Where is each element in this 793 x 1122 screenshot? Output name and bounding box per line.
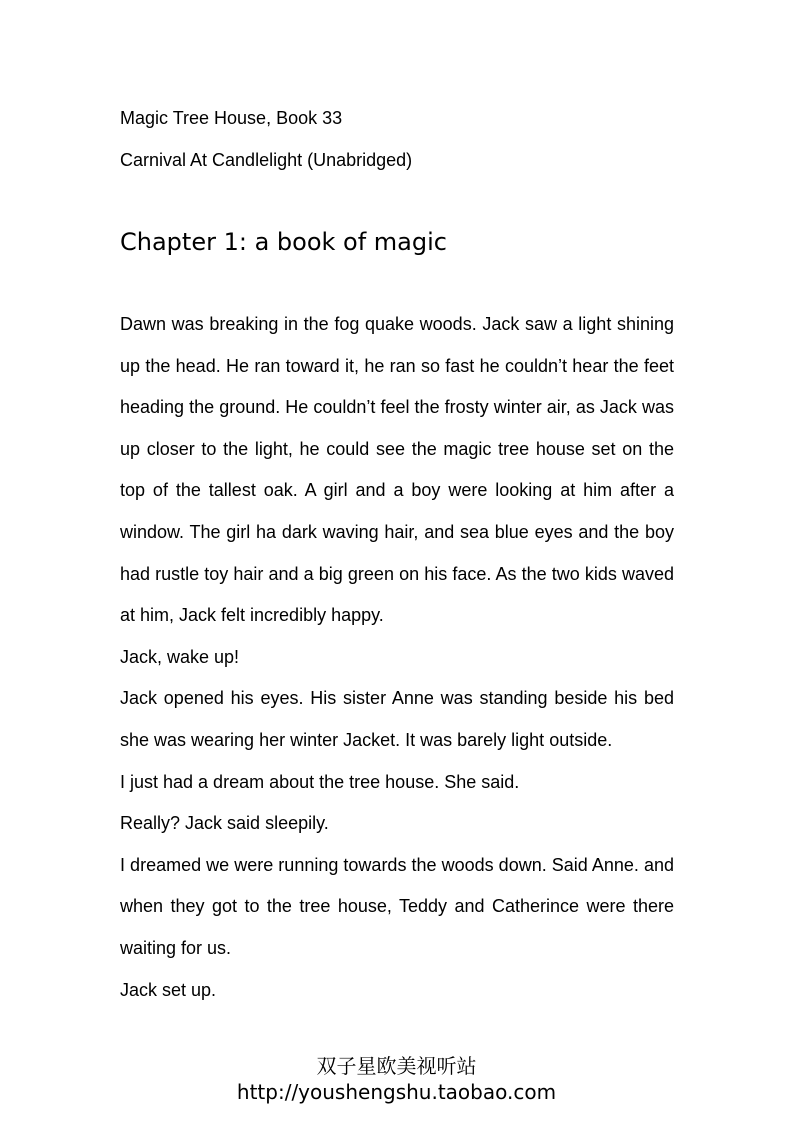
paragraph-dream: Dawn was breaking in the fog quake woods. Jack saw a light shining up the head. He ran toward it, he ran so fast he couldn’t hear the feet heading the ground. He couldn’t feel the frosty winter air, as Jack was up closer to the light, he could see the magic tree house set on the top of the tallest oak. A girl and a boy were looking at him after a window. The girl ha dark waving hair, and sea blue eyes and the boy had rustle toy hair and a big green on his face. As the two kids waved at him, Jack felt incredibly happy. (120, 314, 674, 626)
chapter-heading: Chapter 1: a book of magic (120, 228, 447, 256)
chapter-body (120, 304, 674, 1011)
paragraph-anne-dream: I just had a dream about the tree house. She said. (120, 771, 520, 792)
book-title-line: Carnival At Candlelight (Unabridged) (120, 150, 413, 170)
paragraph-running-woods: I dreamed we were running towards the woods down. Said Anne. and when they got to the tree house, Teddy and Catherince were there waiting for us. (120, 854, 674, 958)
page-footer (0, 1053, 793, 1105)
paragraph-jack-set-up: Jack set up. (120, 979, 217, 1000)
paragraph-opened-eyes: Jack opened his eyes. His sister Anne was standing beside his bed she was wearing her winter Jacket. It was barely light outside. (120, 688, 674, 750)
paragraph-really: Really? Jack said sleepily. (120, 813, 329, 834)
paragraph-wake-up: Jack, wake up! (120, 646, 240, 667)
footer-url: http://youshengshu.taobao.com (236, 1080, 557, 1104)
book-series-line: Magic Tree House, Book 33 (120, 108, 343, 128)
footer-shop-name: 双子星欧美视听站 (316, 1054, 477, 1078)
